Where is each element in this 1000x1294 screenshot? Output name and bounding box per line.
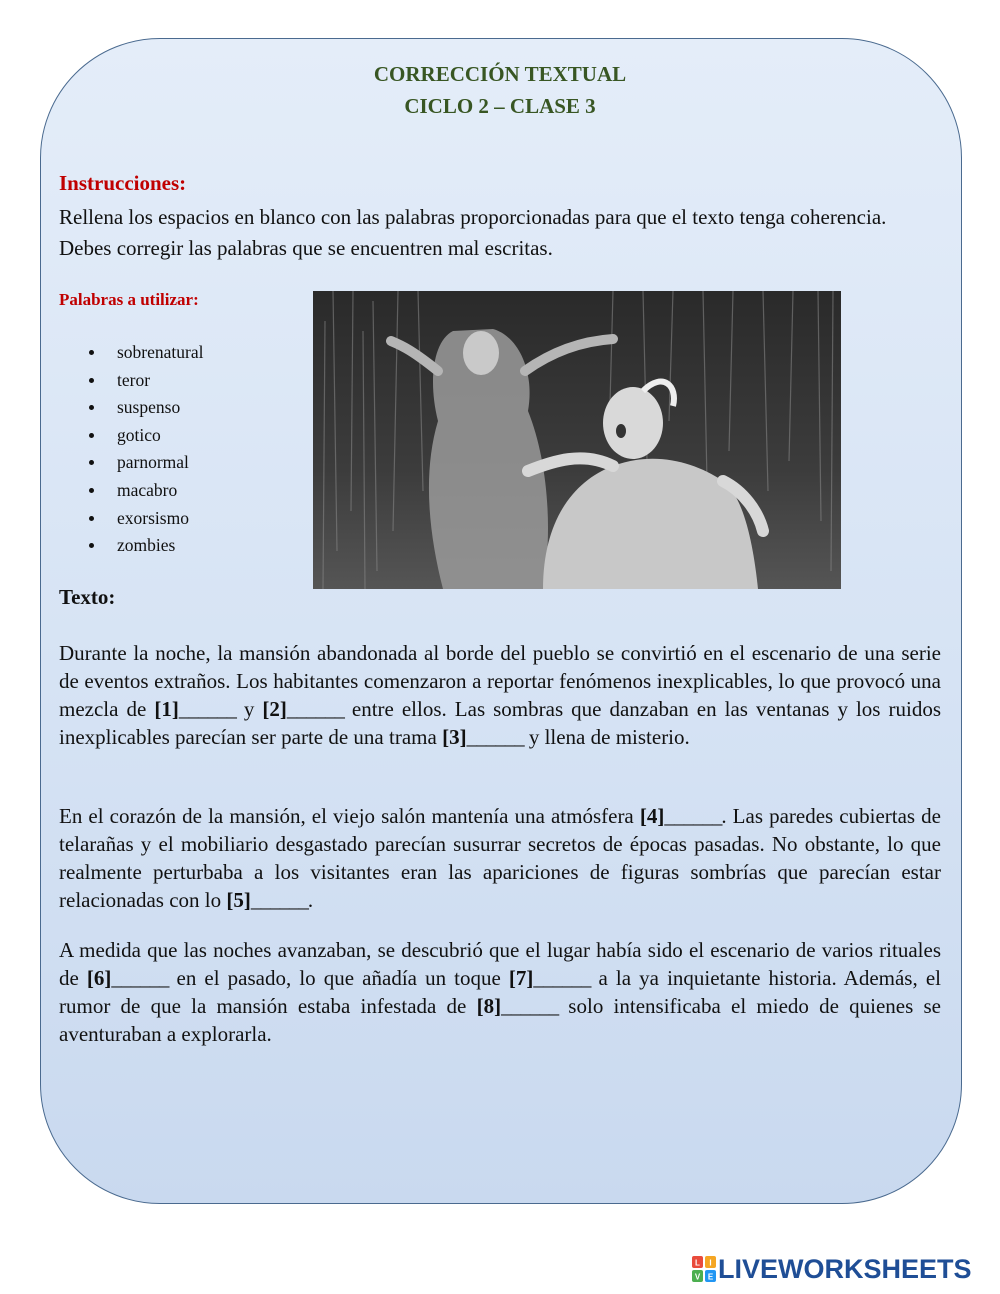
instructions-text: Rellena los espacios en blanco con las palabras proporcionadas para que el texto tenga coherencia. Debes corregir las palabras que se encuentren mal escritas. xyxy=(59,205,887,260)
blank-number: 4 xyxy=(646,804,658,828)
blank-number: 2 xyxy=(269,697,280,721)
liveworksheets-logo-icon xyxy=(692,1256,716,1282)
blank-number: 1 xyxy=(161,697,172,721)
word-bank-item: parnormal xyxy=(58,449,204,477)
blank-number: 6 xyxy=(93,966,105,990)
page-subtitle: CICLO 2 – CLASE 3 xyxy=(404,94,596,118)
text-heading: Texto: xyxy=(59,585,116,609)
answer-blank[interactable]: ______ xyxy=(501,994,559,1018)
word-bank-item: exorsismo xyxy=(58,505,204,533)
svg-text:E: E xyxy=(707,1272,714,1282)
word-bank-item: macabro xyxy=(58,477,204,505)
blank-number: 5 xyxy=(233,888,244,912)
blank-number: 3 xyxy=(449,725,460,749)
instructions-heading: Instrucciones: xyxy=(59,171,187,195)
liveworksheets-logo-text: LIVEWORKSHEETS xyxy=(718,1253,972,1284)
word-bank-item: sobrenatural xyxy=(58,339,204,367)
answer-blank[interactable]: ______ xyxy=(250,888,308,912)
word-bank-item: gotico xyxy=(58,422,204,450)
answer-blank[interactable]: ______ xyxy=(533,966,591,990)
answer-blank[interactable]: ______ xyxy=(286,697,344,721)
page-title: CORRECCIÓN TEXTUAL xyxy=(373,62,627,86)
svg-text:I: I xyxy=(709,1258,712,1268)
svg-text:V: V xyxy=(694,1272,701,1282)
svg-text:L: L xyxy=(695,1258,700,1268)
word-bank-heading: Palabras a utilizar: xyxy=(59,290,199,309)
paragraph-1: Durante la noche, la mansión abandonada al borde del pueblo se convirtió en el escenario de una serie de eventos extraños. Los habitantes comenzaron a reportar fenómenos inexplicables, lo que provocó una mezcla de [1]______ y [2]______ entre ellos. Las sombras que danzaban en las ventanas y los ruidos inexplicables parecían ser parte de una trama [3]______ y llena de misterio. xyxy=(59,641,941,749)
word-bank-item: zombies xyxy=(58,532,204,560)
answer-blank[interactable]: ______ xyxy=(466,725,524,749)
liveworksheets-logo xyxy=(692,1254,972,1284)
blank-number: 7 xyxy=(515,966,527,990)
word-bank-item: suspenso xyxy=(58,394,204,422)
answer-blank[interactable]: ______ xyxy=(664,804,722,828)
paragraph-2: En el corazón de la mansión, el viejo salón mantenía una atmósfera [4]______. Las paredes cubiertas de telarañas y el mobiliario desgastado parecían susurrar secretos de épocas pasadas. No obstante, lo que realmente perturbaba a los visitantes eran las apariciones de figuras sombrías que parecían estar relacionadas con lo [5]______. xyxy=(59,804,941,912)
paragraph-3: A medida que las noches avanzaban, se descubrió que el lugar había sido el escenario de varios rituales de [6]______ en el pasado, lo que añadía un toque [7]______ a la ya inquietante historia. Además, el rumor de que la mansión estaba infestada de [8]______ solo intensificaba el miedo de quienes se aventuraban a explorarla. xyxy=(59,938,941,1046)
word-bank-list xyxy=(58,339,204,560)
ghost-illustration xyxy=(313,291,841,589)
answer-blank[interactable]: ______ xyxy=(111,966,169,990)
word-bank-item: teror xyxy=(58,367,204,395)
blank-number: 8 xyxy=(483,994,495,1018)
answer-blank[interactable]: ______ xyxy=(178,697,236,721)
